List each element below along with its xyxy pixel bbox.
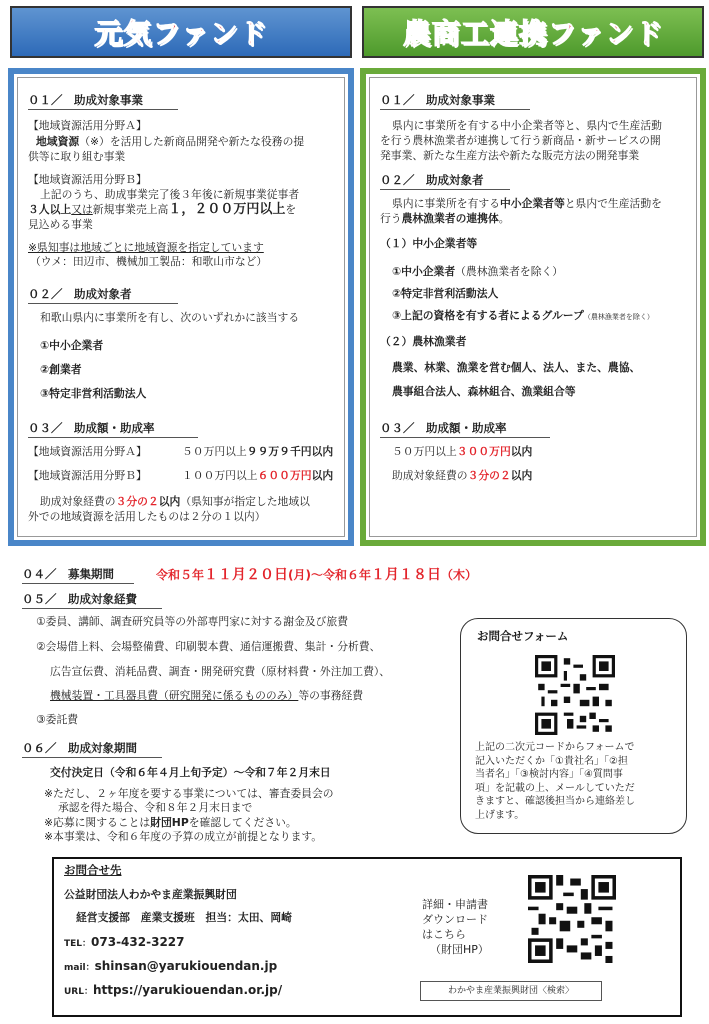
contact-dept: 経営支援部 産業支援班 担当：太田、岡崎 xyxy=(76,911,292,924)
url-label: URL： xyxy=(64,987,93,997)
a-line1-bold: 地域資源 xyxy=(36,135,80,148)
b-line2-bold: ３人以上 xyxy=(28,203,72,216)
right-s2-l1-bold: 中小企業者等 xyxy=(499,197,565,210)
tel-label: TEL： xyxy=(64,939,92,949)
right-s2-title: ０２／ 助成対象者 xyxy=(380,172,510,190)
left-rate-pre: 助成対象経費の xyxy=(40,495,116,508)
left-s2-item-1: ①中小企業者 xyxy=(40,339,104,352)
s6-n3-rest: を確認してください。 xyxy=(188,816,297,829)
right-s1-l3: 発事業、新たな生産方法や新たな販売方法の開発事業 xyxy=(380,149,640,162)
period-b: １１月２０日 xyxy=(204,567,289,583)
dl-l2: ダウンロード xyxy=(422,913,488,926)
contact-mail xyxy=(64,959,277,976)
a-amount-pre: ５０万円以上 xyxy=(182,445,247,458)
right-inner xyxy=(369,77,697,537)
right-rate-tail: 以内 xyxy=(510,469,533,482)
left-s2-text: 和歌山県内に事業所を有し、次のいずれかに該当する xyxy=(40,311,300,324)
s6-n1: ※ただし、２ヶ年度を要する事業については、審査委員会の xyxy=(44,787,334,800)
form-title: お問合せフォーム xyxy=(477,629,569,643)
form-l3: 当者名」「③検討内容」「④質問事 xyxy=(475,769,623,780)
s5-title: ０５／ 助成対象経費 xyxy=(22,591,162,609)
left-s2-item-2: ②創業者 xyxy=(40,363,82,376)
right-s2-l1-pre: 県内に事業所を有する xyxy=(392,197,500,210)
right-sub2: （２）農林漁業者 xyxy=(380,335,467,348)
right-sub1-i1-text: ①中小企業者 xyxy=(392,265,456,278)
genki-fund-title: 元気ファンド xyxy=(94,17,268,50)
form-desc xyxy=(475,741,635,822)
s5-i2c-tail: 等の事務経費 xyxy=(298,689,364,702)
left-inner xyxy=(17,77,345,537)
left-rate-val: ３分の２ xyxy=(115,495,159,508)
note1: ※県知事は地域ごとに地域資源を指定しています xyxy=(28,241,264,254)
s4-title: ０４／ 募集期間 xyxy=(22,566,134,584)
form-l2: 記入いただくか「①貴社名」「②担 xyxy=(475,755,628,767)
right-amount-val: ３００万円 xyxy=(456,445,511,458)
b-amount xyxy=(182,468,333,483)
a-line1-rest: （※）を活用した新商品開発や新たな役務の提 xyxy=(79,135,305,148)
contact-title: お問合せ先 xyxy=(64,863,122,877)
s5-i2c-text: 機械装置・工具器具費（研究開発に係るもののみ） xyxy=(50,689,299,702)
dl-l3: はこちら xyxy=(422,928,466,941)
right-amount-tail: 以内 xyxy=(510,445,533,458)
mail-value[interactable]: shinsan@yarukiouendan.jp xyxy=(94,959,278,973)
right-s2-l1 xyxy=(392,196,662,211)
s6-n3 xyxy=(44,815,297,830)
s5-i2a: ②会場借上料、会場整備費、印刷製本費、通信運搬費、集計・分析費、 xyxy=(36,640,381,653)
right-rate-val: ３分の２ xyxy=(467,469,511,482)
s6-n3-pre: ※応募に関することは xyxy=(44,816,151,829)
right-sub1-i2: ②特定非営利活動法人 xyxy=(392,287,499,300)
contact-url xyxy=(64,983,282,1000)
left-rate-line2: 外での地域資源を活用したものは２分の１以内） xyxy=(28,510,266,523)
dl-l1: 詳細・申請書 xyxy=(422,898,488,911)
search-hint: わかやま産業振興財団〈検索〉 xyxy=(420,981,602,1001)
right-s1-l2: を行う農林漁業者が連携して行う新商品・新サービスの開 xyxy=(380,134,661,147)
genki-fund-banner xyxy=(10,6,352,58)
s5-i3: ③委託費 xyxy=(36,713,79,726)
contact-box xyxy=(52,857,682,1017)
form-l4: 項」を記載の上、メールしていただ xyxy=(475,782,635,794)
s5-i2c xyxy=(50,688,363,703)
left-s2-title: ０２／ 助成対象者 xyxy=(28,286,178,304)
right-amount xyxy=(392,444,532,459)
form-l5: きますと、確認後担当から連絡差し xyxy=(475,796,635,807)
right-amount-pre: ５０万円以上 xyxy=(392,445,457,458)
period-f: （木） xyxy=(441,568,478,582)
a-amount-val: ９９万９千円以内 xyxy=(246,445,334,458)
noshoko-fund-title: 農商工連携ファンド xyxy=(402,17,664,50)
right-s2-l2-bold: 農林漁業者の連携体 xyxy=(401,212,499,225)
b-amount-label: 【地域資源活用分野Ｂ】 xyxy=(28,469,147,482)
period-c: (月) xyxy=(288,568,311,582)
inquiry-form-box xyxy=(460,618,687,834)
left-s1-title: ０１／ 助成対象事業 xyxy=(28,92,178,110)
b-amount-pre: １００万円以上 xyxy=(182,469,258,482)
b-line1: 上記のうち、助成事業完了後３年後に新規事業従事者 xyxy=(40,188,300,201)
noshoko-fund-banner xyxy=(362,6,704,58)
s6-n4: ※本事業は、令和６年度の予算の成立が前提となります。 xyxy=(44,830,323,843)
right-sub1-i3-text: ③上記の資格を有する者によるグループ xyxy=(392,309,584,322)
period-a: 令和５年 xyxy=(156,568,205,582)
genki-fund-panel xyxy=(8,68,354,546)
right-sub2-l1: 農業、林業、漁業を営む個人、法人、また、農協、 xyxy=(392,361,641,374)
s6-n2: 承認を得た場合、令和８年２月末日まで xyxy=(58,801,253,814)
s6-n3-bold: 財団HP xyxy=(150,816,189,829)
right-rate-pre: 助成対象経費の xyxy=(392,469,468,482)
noshoko-fund-panel xyxy=(360,68,706,546)
tel-value: 073-432-3227 xyxy=(91,935,185,949)
s5-i2b: 広告宣伝費、消耗品費、調査・開発研究費（原材料費・外注加工費）、 xyxy=(50,665,391,678)
website-qr-code[interactable] xyxy=(528,875,616,963)
left-s2-item-3: ③特定非営利活動法人 xyxy=(40,387,147,400)
a-line2: 供等に取り組む事業 xyxy=(28,150,126,163)
s4-period xyxy=(156,564,477,584)
right-sub1-i3 xyxy=(392,308,654,325)
contact-org: 公益財団法人わかやま産業振興財団 xyxy=(64,888,237,901)
b-head: 【地域資源活用分野Ｂ】 xyxy=(28,173,147,186)
form-l1: 上記の二次元コードからフォームで xyxy=(475,742,635,753)
s6-main: 交付決定日（令和６年４月上旬予定）～令和７年２月末日 xyxy=(50,766,331,779)
period-d: ～令和６年 xyxy=(311,568,372,582)
right-sub1-i1-note: （農林漁業者を除く） xyxy=(455,265,564,278)
left-s3-title: ０３／ 助成額・助成率 xyxy=(28,420,198,438)
right-s2-l1-rest: と県内で生産活動を xyxy=(564,197,662,210)
b-line3: 見込める事業 xyxy=(28,218,93,231)
form-qr-code[interactable] xyxy=(535,655,615,735)
download-note xyxy=(422,897,489,957)
b-line2-tail: を xyxy=(285,203,297,216)
right-s1-l1: 県内に事業所を有する中小企業者等と、県内で生産活動 xyxy=(392,119,662,132)
a-amount xyxy=(182,444,333,459)
a-line1 xyxy=(36,134,304,149)
s6-title: ０６／ 助成対象期間 xyxy=(22,740,162,758)
url-link[interactable]: https://yarukiouendan.or.jp/ xyxy=(92,983,283,997)
right-sub2-l2: 農事組合法人、森林組合、漁業組合等 xyxy=(392,385,576,398)
contact-tel xyxy=(64,935,185,952)
left-rate-rest: （県知事が指定した地域以 xyxy=(180,495,310,508)
right-sub1-i1 xyxy=(392,264,563,279)
mail-label: mail： xyxy=(64,963,95,973)
right-sub1: （１）中小企業者等 xyxy=(380,237,478,250)
b-line2 xyxy=(28,202,296,217)
a-head: 【地域資源活用分野Ａ】 xyxy=(28,119,147,132)
right-rate xyxy=(392,468,532,483)
b-line2-mid: 又は xyxy=(71,203,93,216)
form-l6: 上げます。 xyxy=(475,809,525,821)
right-s3-title: ０３／ 助成額・助成率 xyxy=(380,420,550,438)
s5-i1: ①委員、講師、調査研究員等の外部専門家に対する謝金及び旅費 xyxy=(36,615,348,628)
right-s1-title: ０１／ 助成対象事業 xyxy=(380,92,530,110)
dl-l4: （財団HP） xyxy=(430,943,489,956)
left-rate-mid: 以内 xyxy=(158,495,181,508)
left-rate xyxy=(40,494,310,509)
a-amount-label: 【地域資源活用分野Ａ】 xyxy=(28,445,147,458)
right-s2-l2-tail: 。 xyxy=(498,212,510,225)
right-sub1-i3-note: （農林漁業者を除く） xyxy=(583,313,654,321)
b-amount-val: ６００万円 xyxy=(257,469,312,482)
period-e: １月１８日 xyxy=(371,567,442,583)
right-s2-l2-pre: 行う xyxy=(380,212,402,225)
b-amount-tail: 以内 xyxy=(311,469,334,482)
right-s2-l2 xyxy=(380,211,510,226)
b-line2-rest: 新規事業売上高 xyxy=(92,203,169,216)
b-line2-amount: １，２００万円以上 xyxy=(168,202,286,217)
note2: （ウメ：田辺市、機械加工製品：和歌山市など） xyxy=(30,255,268,268)
